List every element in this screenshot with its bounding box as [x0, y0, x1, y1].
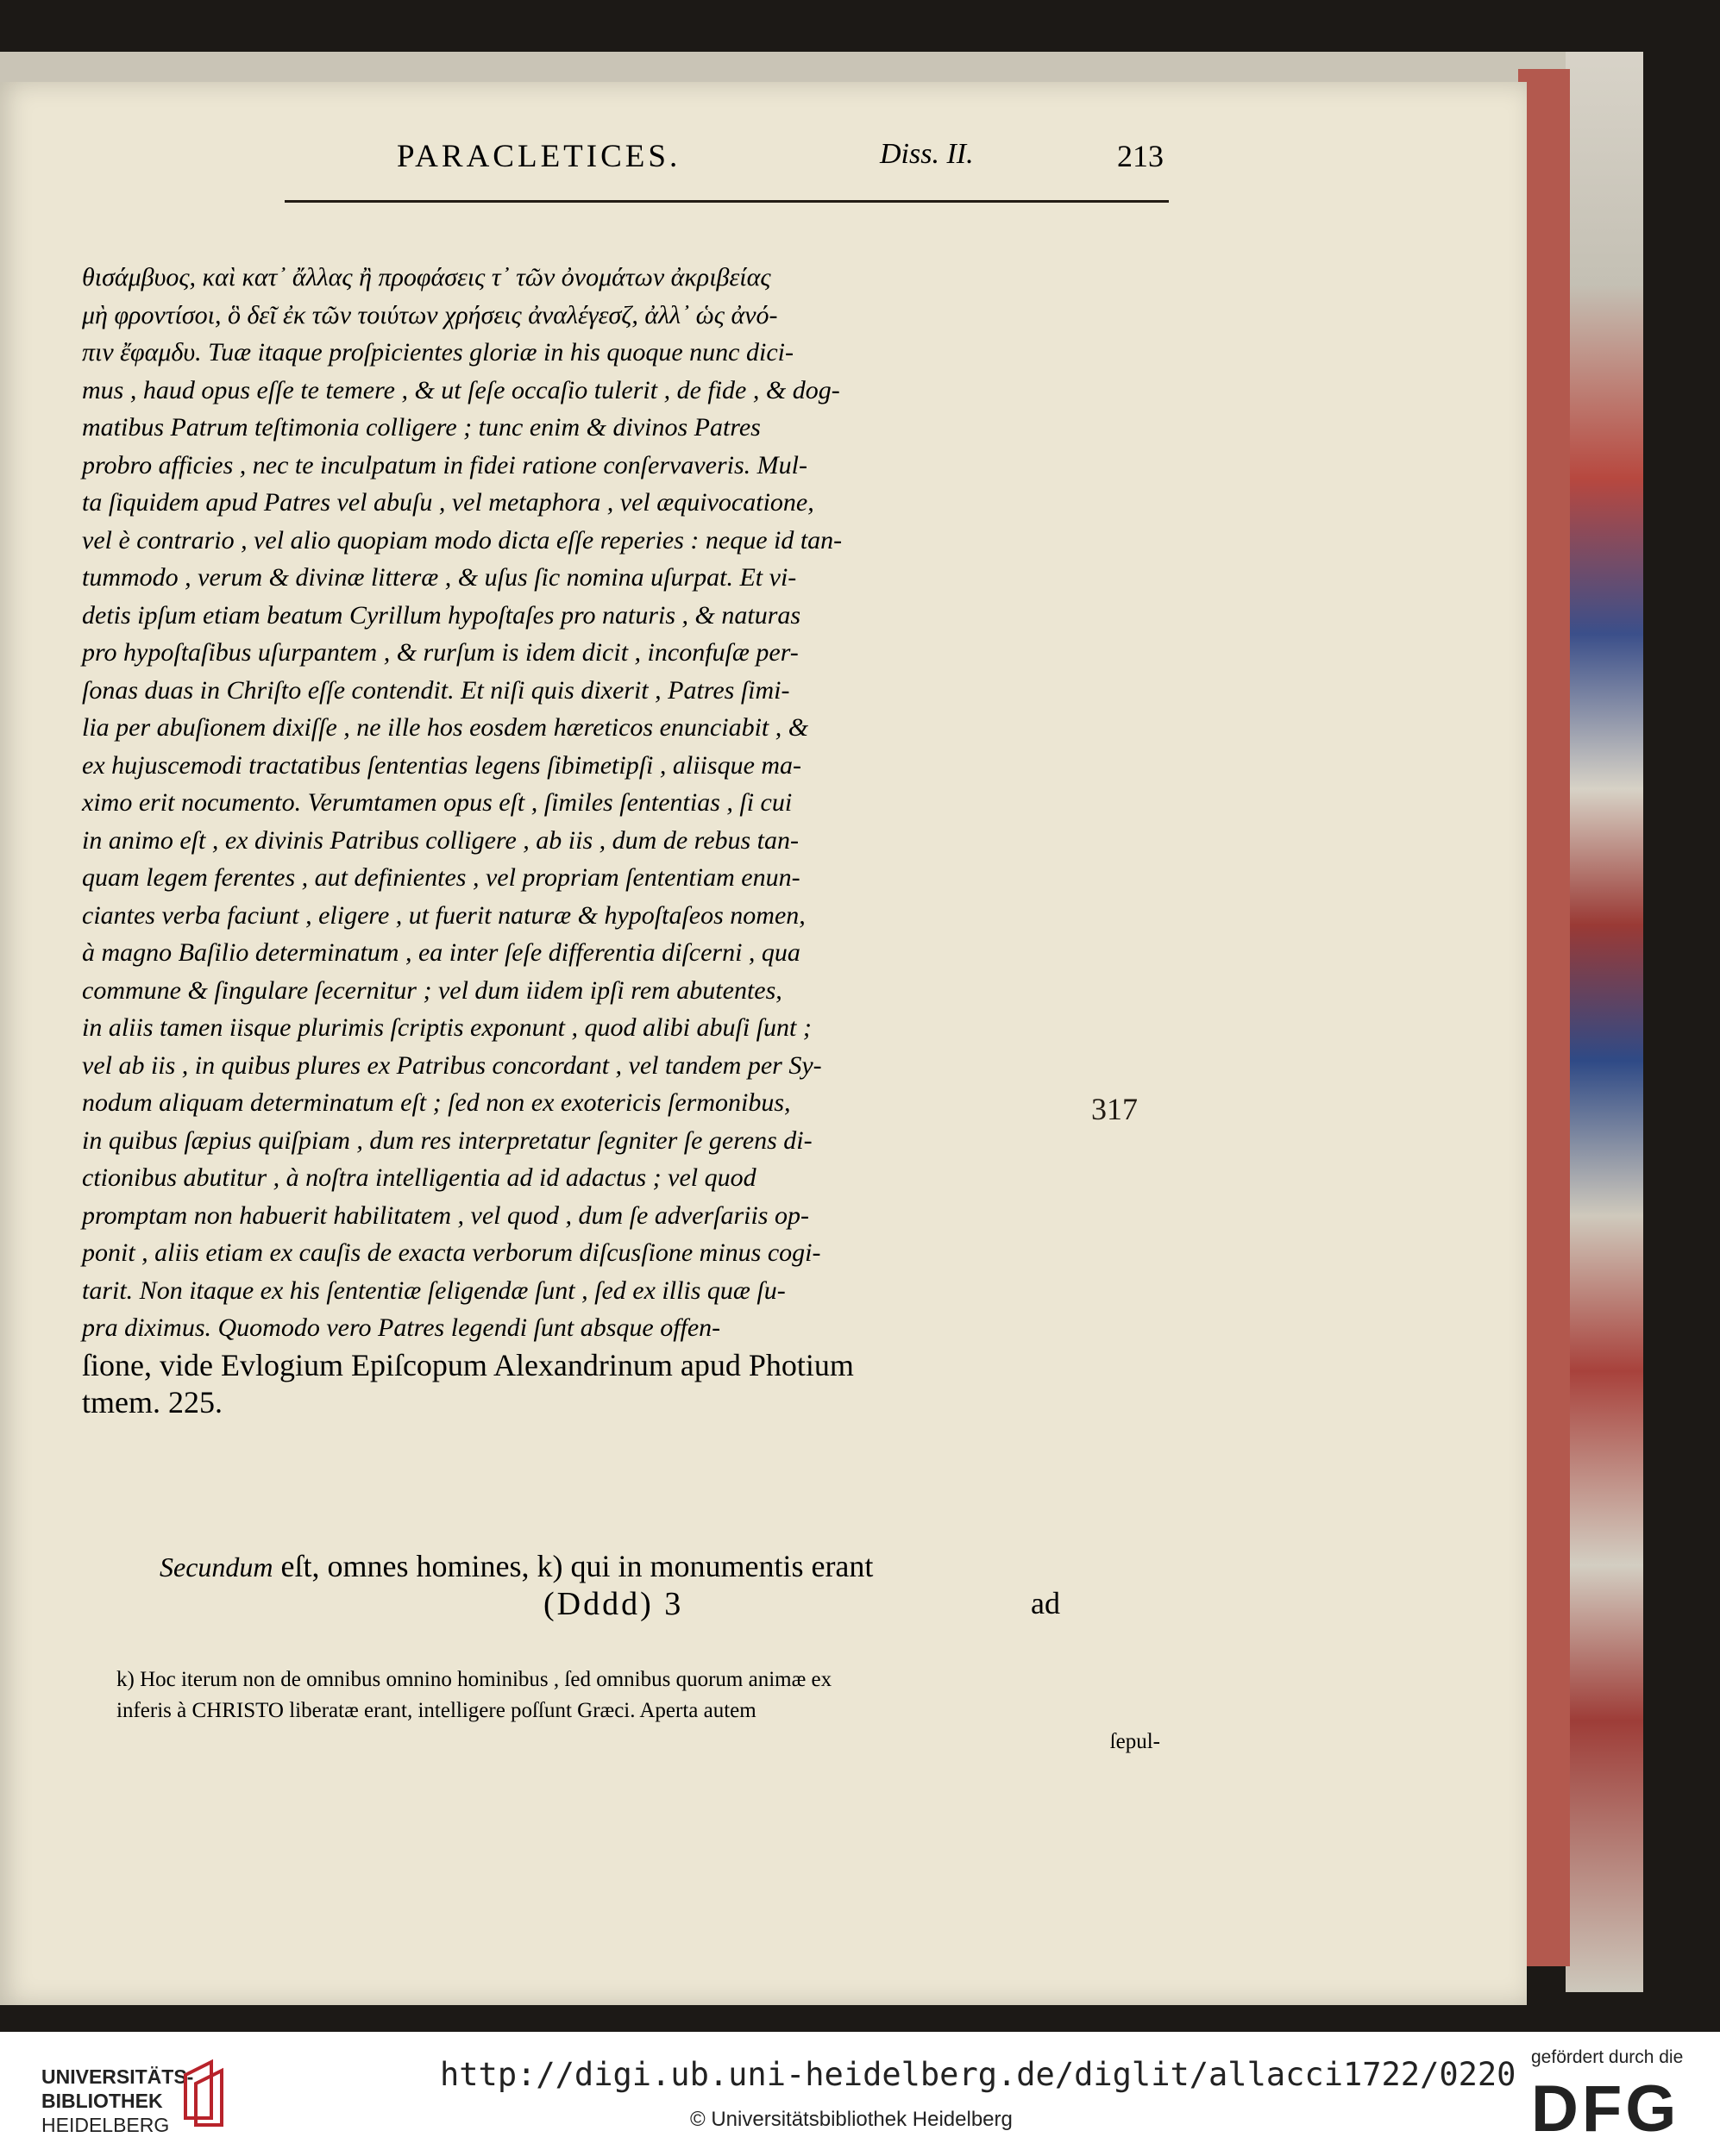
- text-line: mus , haud opus eſſe te temere , & ut ſeſe occaſio tulerit , de fide , & dog-: [82, 375, 840, 404]
- text-line: promptam non habuerit habilitatem , vel quod , dum ſe adverſariis op-: [82, 1200, 809, 1230]
- page-number: 213: [1117, 139, 1164, 173]
- body-text: [82, 259, 1074, 1422]
- text-line: pra diximus. Quomodo vero Patres legendi ſunt absque offen-: [82, 1313, 721, 1342]
- text-line: lia per abuſionem dixiſſe , ne ille hos eosdem hæreticos enunciabit , &: [82, 713, 809, 742]
- footnote-line: ſepul-: [1109, 1730, 1160, 1753]
- text-line: probro afficies , nec te inculpatum in fidei ratione conſervaveris. Mul-: [82, 450, 807, 479]
- text-line: detis ipſum etiam beatum Cyrillum hypoſtaſes pro naturis , & naturas: [82, 600, 801, 630]
- signature-mark: (Dddd) 3: [543, 1586, 684, 1622]
- footnote-line: k) Hoc iterum non de omnibus omnino hominibus , ſed omnibus quorum animæ ex: [116, 1668, 832, 1691]
- library-logo-icon: [177, 2058, 246, 2127]
- running-head: [397, 138, 1259, 181]
- text-line: à magno Baſilio determinatum , ea inter ſeſe differentia diſcerni , qua: [82, 938, 800, 967]
- text-line: vel è contrario , vel alio quopiam modo dicta eſſe reperies : neque id tan-: [82, 525, 843, 555]
- head-rule: [285, 200, 1169, 203]
- secundum-line: [160, 1548, 873, 1584]
- running-title: PARACLETICES.: [397, 139, 681, 174]
- funded-by-label: gefördert durch die: [1531, 2047, 1684, 2067]
- text-line: ctionibus abutitur , à noſtra intelligentia ad id adactus ; vel quod: [82, 1163, 756, 1192]
- footnote: [116, 1664, 1160, 1758]
- marbled-board: [1566, 52, 1643, 1992]
- text-line: πιν ἔφαμδυ. Tuæ itaque proſpicientes gloriæ in his quoque nunc dici-: [82, 338, 794, 367]
- text-line: pro hypoſtaſibus uſurpantem , & rurſum is idem dicit , inconfuſæ per-: [82, 638, 799, 667]
- viewer-footer: [0, 2032, 1720, 2156]
- text-line: θισάμβυος, καὶ κατ᾽ ἄλλας ἢ προφάσεις τ᾽ τῶν ὀνομάτων ἀκριβείας: [82, 263, 771, 291]
- text-line: in aliis tamen iisque plurimis ſcriptis exponunt , quod alibi abuſi ſunt ;: [82, 1013, 812, 1042]
- catchword: ad: [1031, 1586, 1060, 1620]
- secundum-italic: Secundum: [160, 1551, 273, 1583]
- library-name-line1: UNIVERSITÄTS-: [41, 2065, 194, 2088]
- library-name-line2: BIBLIOTHEK: [41, 2090, 163, 2112]
- text-line: ex hujuscemodi tractatibus ſententias legens ſibimetipſi , aliisque ma-: [82, 750, 802, 780]
- dissertation-label: Diss. II.: [880, 138, 974, 170]
- text-line: tarit. Non itaque ex his ſententiæ ſeligendæ ſunt , ſed ex illis quæ ſu-: [82, 1275, 786, 1305]
- text-line: ciantes verba faciunt , eligere , ut fuerit naturæ & hypoſtaſeos nomen,: [82, 900, 806, 930]
- library-name-line3: HEIDELBERG: [41, 2114, 170, 2136]
- text-line: ponit , aliis etiam ex cauſis de exacta verborum diſcusſione minus cogi-: [82, 1238, 821, 1267]
- text-line: ſione, vide Evlogium Epiſcopum Alexandrinum apud Photium: [82, 1347, 854, 1382]
- margin-number: 317: [1091, 1092, 1138, 1126]
- permalink-url[interactable]: http://digi.ub.uni-heidelberg.de/diglit/allacci1722/0220: [440, 2056, 1516, 2093]
- text-line: in quibus ſæpius quiſpiam , dum res interpretatur ſegniter ſe gerens di-: [82, 1125, 813, 1155]
- text-line: μὴ φροντίσοι, ὃ δεῖ ἐκ τῶν τοιύτων χρήσεις ἀναλέγεσζ, ἀλλ᾽ ὡς ἀνό-: [82, 300, 778, 329]
- text-line: ximo erit nocumento. Verumtamen opus eſt , ſimiles ſententias , ſi cui: [82, 788, 793, 817]
- text-line: tmem. 225.: [82, 1385, 223, 1420]
- text-line: commune & ſingulare ſecernitur ; vel dum iidem ipſi rem abutentes,: [82, 975, 782, 1005]
- copyright-text: © Universitätsbibliothek Heidelberg: [690, 2108, 1013, 2131]
- text-line: tummodo , verum & divinæ litteræ , & uſus ſic nomina uſurpat. Et vi-: [82, 563, 797, 592]
- secundum-rest: eſt, omnes homines, k) qui in monumentis erant: [273, 1549, 874, 1583]
- text-line: matibus Patrum teſtimonia colligere ; tunc enim & divinos Patres: [82, 413, 761, 442]
- text-line: nodum aliquam determinatum eſt ; ſed non ex exotericis ſermonibus,: [82, 1088, 791, 1117]
- text-line: vel ab iis , in quibus plures ex Patribus concordant , vel tandem per Sy-: [82, 1050, 822, 1080]
- text-line: ſonas duas in Chriſto eſſe contendit. Et niſi quis dixerit , Patres ſimi-: [82, 675, 790, 705]
- library-logo-text: [41, 2065, 193, 2137]
- text-line: ta ſiquidem apud Patres vel abuſu , vel metaphora , vel æquivocatione,: [82, 488, 814, 517]
- text-line: in animo eſt , ex divinis Patribus colligere , ab iis , dum de rebus tan-: [82, 825, 800, 855]
- footnote-line: inferis à CHRISTO liberatæ erant, intelligere poſſunt Græci. Aperta autem: [116, 1699, 756, 1722]
- text-line: quam legem ferentes , aut definientes , vel propriam ſententiam enun-: [82, 863, 800, 892]
- dfg-logo: DFG: [1531, 2072, 1680, 2146]
